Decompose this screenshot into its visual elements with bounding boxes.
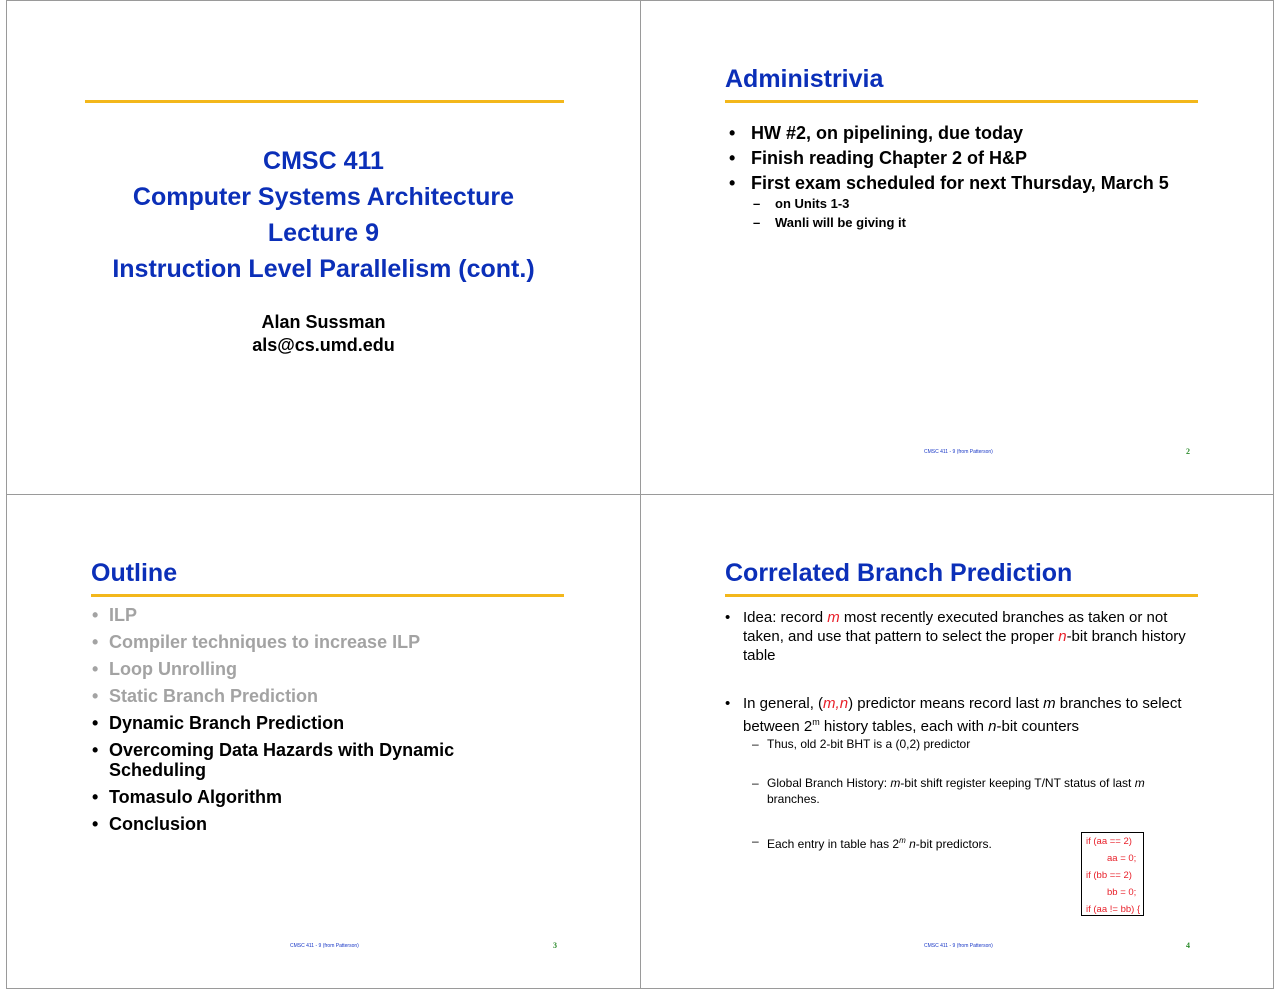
sub-bullet-text: Wanli will be giving it [775, 215, 906, 230]
bullet-marker: • [92, 659, 99, 679]
bullet-item [729, 148, 1028, 169]
bullet-marker: • [725, 609, 731, 626]
outline-item [92, 686, 319, 707]
text-run: Global Branch History: [767, 776, 891, 790]
variable-n: n [909, 837, 916, 851]
page-number: 2 [1186, 447, 1190, 456]
sub-marker: – [753, 215, 761, 230]
outline-item-continued [109, 760, 206, 781]
title-rule [91, 594, 564, 597]
bullet-marker: • [92, 686, 99, 706]
bullet-marker: • [92, 713, 99, 733]
text-run: -bit shift register keeping T/NT status of last [900, 776, 1135, 790]
slide-3 [6, 494, 641, 989]
superscript: m [899, 836, 906, 845]
lecture-number: Lecture 9 [267, 219, 380, 247]
slide-footer: CMSC 411 - 9 (from Patterson) [924, 449, 993, 455]
text-run: Idea: record [743, 609, 828, 626]
bullet-text: HW #2, on pipelining, due today [751, 123, 1024, 143]
text-run: -bit predictors. [915, 837, 992, 851]
slide-4 [640, 494, 1274, 989]
slide-1 [6, 0, 641, 495]
bullet-item [725, 694, 1188, 736]
bullet-marker: • [92, 740, 99, 760]
bullet-item [729, 123, 1024, 144]
outline-text: Compiler techniques to increase ILP [109, 632, 421, 652]
title-rule [725, 100, 1198, 103]
course-code: CMSC 411 [263, 147, 384, 175]
outline-text: Scheduling [109, 760, 207, 780]
course-name: Computer Systems Architecture [132, 183, 515, 211]
title-rule [725, 594, 1198, 597]
variable-m: m [890, 776, 901, 790]
author-email[interactable]: als@cs.umd.edu [252, 335, 395, 355]
text-run: branches. [767, 792, 820, 806]
sub-bullet-text: Thus, old 2-bit BHT is a (0,2) predictor [767, 737, 971, 751]
text-run: -bit counters [996, 718, 1080, 735]
text-run: most recently executed branches as taken or not taken, and use that pattern to select the proper [743, 609, 1168, 645]
sub-marker: – [752, 834, 759, 848]
bullet-marker: • [729, 148, 736, 168]
outline-text: Conclusion [109, 814, 207, 834]
slide-title: Outline [91, 559, 178, 587]
outline-item [92, 787, 282, 808]
bullet-marker: • [725, 695, 731, 712]
outline-text: Loop Unrolling [109, 659, 237, 679]
bullet-item [729, 173, 1169, 194]
outline-text: Dynamic Branch Prediction [109, 713, 345, 733]
code-line: bb = 0; [1107, 887, 1137, 898]
outline-item [92, 632, 421, 653]
outline-text: ILP [109, 605, 138, 625]
code-snippet [1081, 832, 1144, 916]
bullet-text: First exam scheduled for next Thursday, March 5 [751, 173, 1169, 193]
bullet-marker: • [92, 632, 99, 652]
variable-n: n [1058, 628, 1067, 645]
text-run: Each entry in table has 2 [767, 837, 900, 851]
outline-item [92, 659, 237, 680]
code-line: if (aa == 2) [1086, 836, 1132, 847]
page-number: 4 [1186, 941, 1190, 950]
text-run: -bit branch history table [743, 628, 1186, 664]
page-number: 3 [553, 941, 557, 950]
lecture-title: Instruction Level Parallelism (cont.) [112, 255, 535, 283]
sub-bullet [753, 196, 850, 211]
sub-marker: – [753, 196, 761, 211]
variable-mn: m,n [823, 695, 849, 712]
code-line: if (aa != bb) { [1086, 904, 1141, 915]
sub-bullet [753, 215, 906, 230]
code-line: aa = 0; [1107, 853, 1137, 864]
slide-2 [640, 0, 1274, 495]
sub-bullet [752, 833, 1067, 852]
outline-item [92, 713, 345, 734]
author-name: Alan Sussman [261, 312, 386, 332]
bullet-marker: • [729, 123, 736, 143]
sub-marker: – [752, 737, 759, 751]
bullet-text: Finish reading Chapter 2 of H&P [751, 148, 1028, 168]
superscript: m [812, 717, 820, 727]
text-run: branches to select between 2 [743, 695, 1182, 735]
sub-bullet-text: on Units 1-3 [775, 196, 850, 211]
text-run: history tables, each with [819, 718, 989, 735]
variable-m: m [827, 609, 840, 626]
sub-bullet [752, 736, 1187, 752]
outline-text: Tomasulo Algorithm [109, 787, 282, 807]
slide-footer: CMSC 411 - 9 (from Patterson) [924, 943, 993, 949]
outline-text: Static Branch Prediction [109, 686, 319, 706]
outline-item [92, 814, 207, 835]
slide-footer: CMSC 411 - 9 (from Patterson) [290, 943, 359, 949]
text-run: In general, ( [743, 695, 824, 712]
slide-title: Administrivia [725, 65, 884, 93]
text-run: ) predictor means record last [848, 695, 1044, 712]
slide-title: Correlated Branch Prediction [725, 559, 1073, 587]
variable-m: m [1043, 695, 1056, 712]
outline-text: Overcoming Data Hazards with Dynamic [109, 740, 455, 760]
bullet-marker: • [729, 173, 736, 193]
bullet-marker: • [92, 787, 99, 807]
bullet-marker: • [92, 814, 99, 834]
outline-item [92, 740, 455, 761]
sub-marker: – [752, 776, 759, 790]
bullet-item [725, 608, 1188, 665]
bullet-marker: • [92, 605, 99, 625]
outline-item [92, 605, 138, 626]
title-rule [85, 100, 564, 103]
variable-m: m [1134, 776, 1145, 790]
code-line: if (bb == 2) [1086, 870, 1132, 881]
sub-bullet [752, 775, 1182, 807]
variable-n: n [988, 718, 997, 735]
